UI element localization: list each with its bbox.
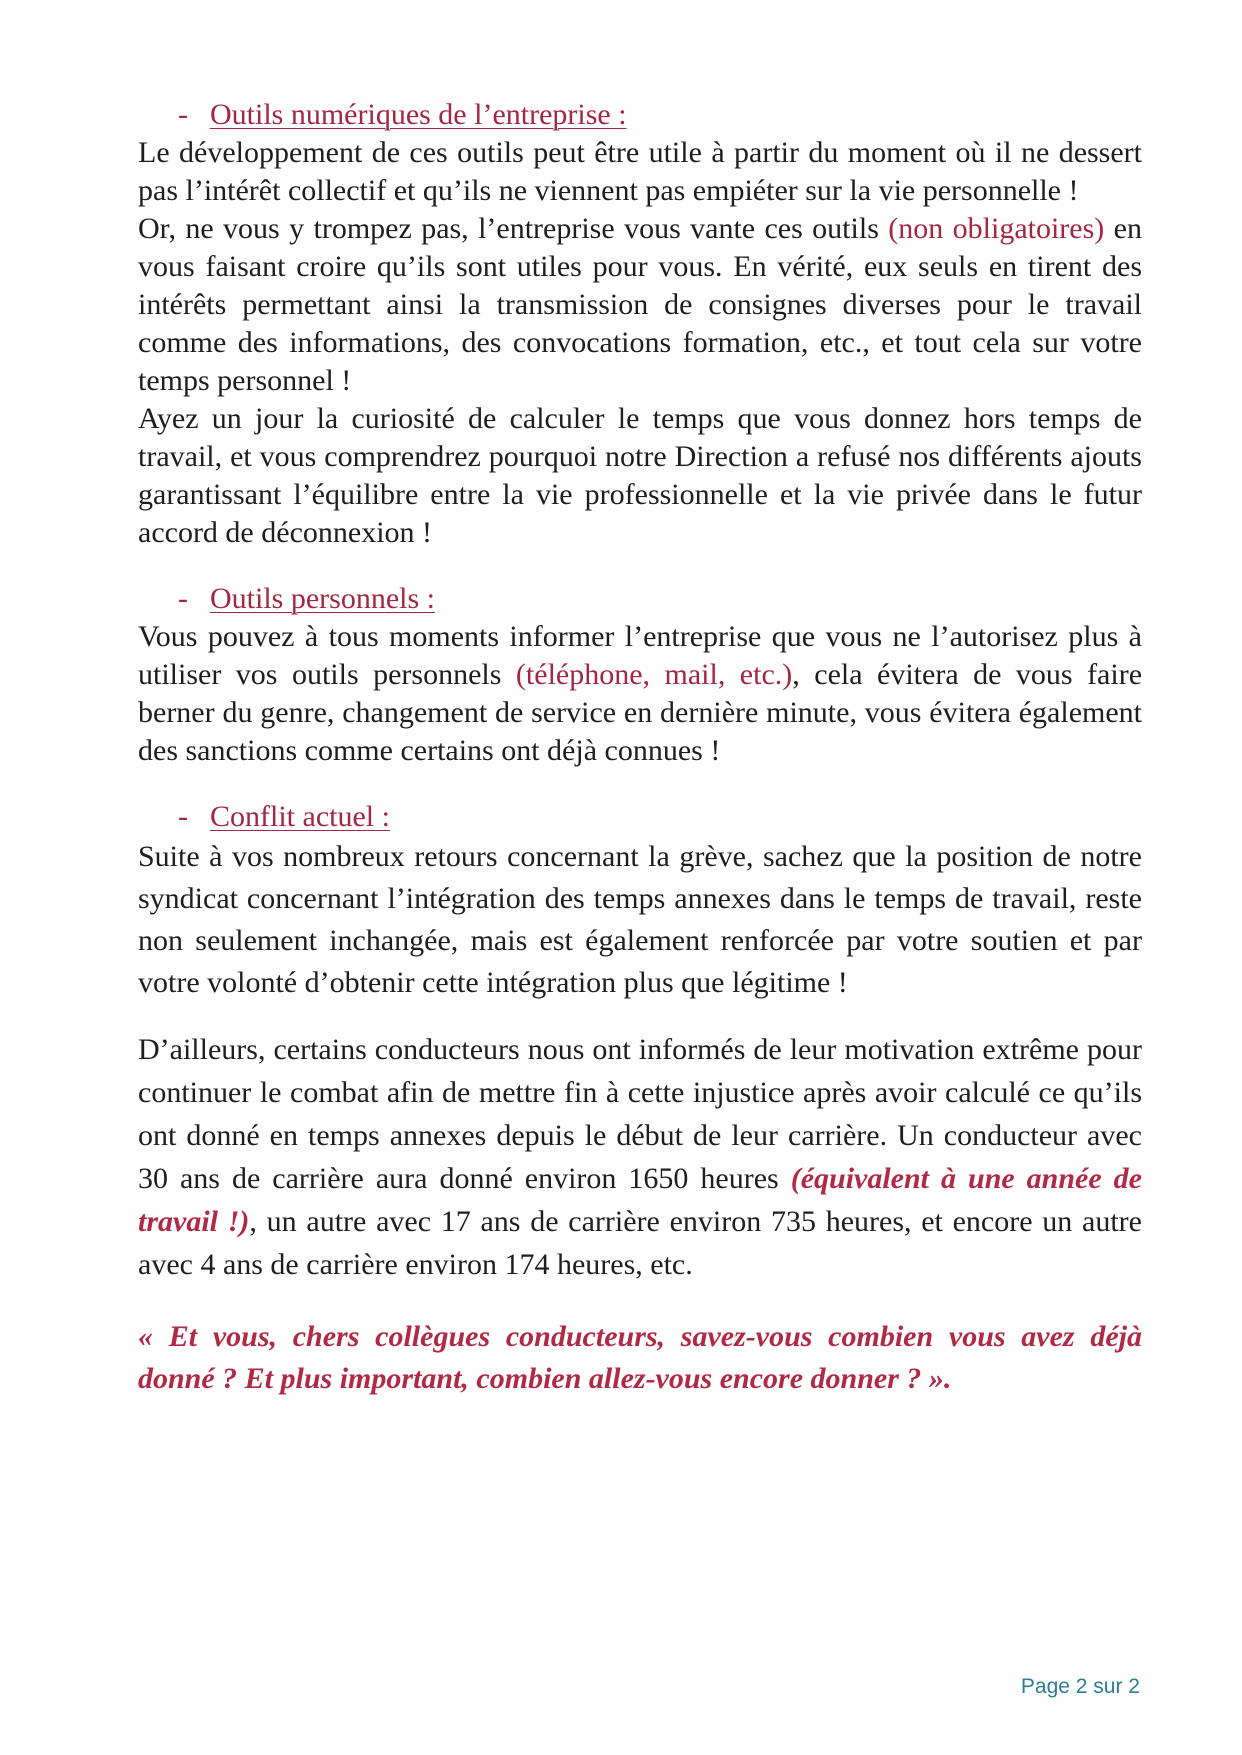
paragraph-text: , un autre avec 17 ans de carrière environ 735 heures, et encore un autre avec 4 ans de carrière environ 174 heures, etc.: [138, 1205, 1142, 1281]
heading-text: Conflit actuel :: [210, 800, 390, 833]
highlight-text: (non obligatoires): [888, 212, 1105, 245]
section-heading-current-conflict: [178, 798, 1142, 836]
paragraph: Suite à vos nombreux retours concernant la grève, sachez que la position de notre syndicat concernant l’intégration des temps annexes dans le temps de travail, reste non seulement inchangée, mais est également renforcée par votre soutien et par votre volonté d’obtenir cette intégration plus que légitime !: [138, 840, 1142, 999]
paragraph: Le développement de ces outils peut être utile à partir du moment où il ne dessert pas l’intérêt collectif et qu’ils ne viennent pas empiéter sur la vie personnelle !: [138, 136, 1142, 207]
highlight-text: (équivalent à une année de travail !): [138, 1162, 1142, 1238]
paragraph: Ayez un jour la curiosité de calculer le temps que vous donnez hors temps de travail, et vous comprendrez pourquoi notre Direction a refusé nos différents ajouts garantissant l’équilibre entre la vie professionnelle et la vie privée dans le futur accord de déconnexion !: [138, 402, 1142, 549]
paragraph-text: Vous pouvez à tous moments informer l’entreprise que vous ne l’autorisez plus à utiliser vos outils personnels: [138, 620, 1142, 691]
paragraph-text: D’ailleurs, certains conducteurs nous ont informés de leur motivation extrême pour continuer le combat afin de mettre fin à cette injustice après avoir calculé ce qu’ils ont donné en temps annexes depuis le début de leur carrière. Un conducteur avec 30 ans de carrière aura donné environ 1650 heures: [138, 1033, 1142, 1195]
spacer: [138, 1004, 1142, 1028]
spacer: [138, 1286, 1142, 1316]
page-number: Page 2 sur 2: [1020, 1675, 1140, 1698]
paragraph-text: Or, ne vous y trompez pas, l’entreprise vous vante ces outils: [138, 212, 889, 245]
document-body: [138, 96, 1142, 1400]
paragraph: [138, 210, 1142, 400]
paragraph: [138, 618, 1142, 770]
section-heading-digital-tools: [178, 96, 1142, 134]
heading-text: Outils numériques de l’entreprise :: [210, 98, 627, 131]
highlight-text: (téléphone, mail, etc.): [515, 658, 793, 691]
spacer: [138, 770, 1142, 798]
closing-quote: « Et vous, chers collègues conducteurs, savez-vous combien vous avez déjà donné ? Et plus important, combien allez-vous encore donner ? ».: [138, 1320, 1142, 1395]
heading-text: Outils personnels :: [210, 582, 435, 615]
section-heading-personal-tools: [178, 580, 1142, 618]
bullet-dash: -: [178, 582, 188, 615]
bullet-dash: -: [178, 800, 188, 833]
paragraph-text: , cela évitera de vous faire berner du genre, changement de service en dernière minute, vous évitera également des sanctions comme certains ont déjà connues !: [138, 658, 1143, 767]
spacer: [138, 552, 1142, 580]
paragraph: [138, 1028, 1142, 1286]
bullet-dash: -: [178, 98, 188, 131]
paragraph-text: en vous faisant croire qu’ils sont utiles pour vous. En vérité, eux seuls en tirent des intérêts permettant ainsi la transmission de consignes diverses pour le travail comme des informations, des convocations formation, etc., et tout cela sur votre temps personnel !: [138, 212, 1142, 397]
